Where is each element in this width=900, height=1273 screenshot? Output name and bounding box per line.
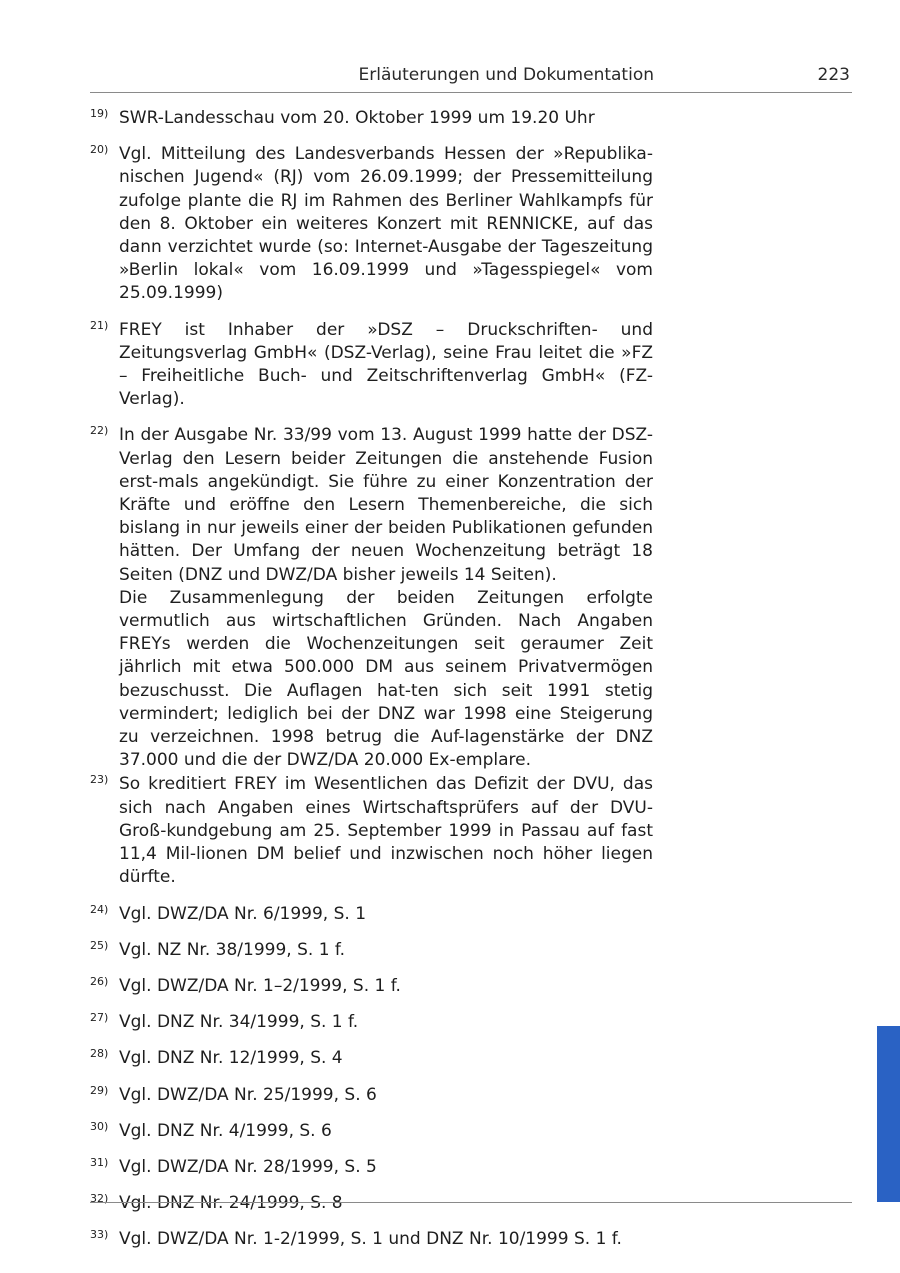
endnote-number: 26)	[90, 974, 109, 988]
endnote-text: Vgl. DWZ/DA Nr. 6/1999, S. 1	[119, 903, 367, 924]
endnote-number: 22)	[90, 424, 109, 438]
endnote-number: 25)	[90, 938, 109, 952]
endnote-number: 20)	[90, 143, 109, 157]
endnote-text: Vgl. DWZ/DA Nr. 25/1999, S. 6	[119, 1084, 377, 1105]
page-number: 223	[817, 65, 850, 85]
endnote-text: Vgl. DNZ Nr. 34/1999, S. 1 f.	[119, 1012, 359, 1033]
running-title: Erläuterungen und Dokumentation	[358, 65, 654, 85]
endnote-number: 21)	[90, 318, 109, 332]
endnote-27	[90, 1011, 653, 1034]
endnote-25	[90, 939, 653, 962]
endnote-31	[90, 1156, 653, 1179]
endnote-text: Vgl. Mitteilung des Landesverbands Hessen der »Republika-nischen Jugend« (RJ) vom 26.09.1999; der Pressemitteilung zufolge plante die RJ im Rahmen des Berliner Wahlkampfs für den 8. Oktober ein weiteres Konzert mit RENNICKE, auf das dann verzichtet wurde (so: Internet-Ausgabe der Tageszeitung »Berlin lokal« vom 16.09.1999 und »Tagesspiegel« vom 25.09.1999)	[119, 144, 653, 304]
chapter-side-tab	[877, 1026, 900, 1202]
endnote-text: Die Zusammenlegung der beiden Zeitungen erfolgte vermutlich aus wirtschaftlichen Gründen. Nach Angaben FREYs werden die Wochenzeitungen seit geraumer Zeit jährlich mit etwa 500.000 DM aus seinem Privatvermögen bezuschusst. Die Auflagen hat-ten sich seit 1991 stetig vermindert; lediglich bei der DNZ war 1998 eine Steigerung zu verzeichnen. 1998 betrug die Auf-lagenstärke der DNZ 37.000 und die der DWZ/DA 20.000 Ex-emplare.	[119, 587, 653, 771]
endnote-number: 29)	[90, 1083, 109, 1097]
endnote-number: 28)	[90, 1047, 109, 1061]
endnote-text: So kreditiert FREY im Wesentlichen das Defizit der DVU, das sich nach Angaben eines Wirtschaftsprüfers auf der DVU-Groß-kundgebung am 25. September 1999 in Passau auf fast 11,4 Mil-lionen DM belief und inzwischen noch höher liegen dürfte.	[119, 774, 653, 888]
endnote-29	[90, 1084, 653, 1107]
endnote-number: 32)	[90, 1192, 109, 1206]
endnote-text: Vgl. DWZ/DA Nr. 1-2/1999, S. 1 und DNZ Nr. 10/1999 S. 1 f.	[119, 1229, 622, 1250]
endnote-number: 30)	[90, 1119, 109, 1133]
endnote-number: 27)	[90, 1011, 109, 1025]
endnote-33	[90, 1228, 653, 1251]
endnote-number: 31)	[90, 1155, 109, 1169]
endnote-text: Vgl. NZ Nr. 38/1999, S. 1 f.	[119, 939, 346, 960]
endnote-text: Vgl. DNZ Nr. 12/1999, S. 4	[119, 1048, 343, 1069]
endnote-number: 19)	[90, 107, 109, 120]
endnote-text: FREY ist Inhaber der »DSZ – Druckschriften- und Zeitungsverlag GmbH« (DSZ-Verlag), seine Frau leitet die »FZ – Freiheitliche Buch- und Zeitschriftenverlag GmbH« (FZ-Verlag).	[119, 319, 653, 410]
endnote-19	[90, 107, 653, 130]
endnote-text: Vgl. DWZ/DA Nr. 28/1999, S. 5	[119, 1156, 377, 1177]
endnote-21	[90, 319, 653, 412]
endnote-text: In der Ausgabe Nr. 33/99 vom 13. August 1999 hatte der DSZ-Verlag den Lesern beider Zeitungen die anstehende Fusion erst-mals angekündigt. Sie führe zu einer Konzentration der Kräfte und eröffne den Lesern Themenbereiche, die sich bislang in nur jeweils einer der beiden Publikationen gefunden hätten. Der Umfang der neuen Wochenzeitung beträgt 18 Seiten (DNZ und DWZ/DA bisher jeweils 14 Seiten).	[119, 425, 653, 585]
endnote-text: Vgl. DWZ/DA Nr. 1–2/1999, S. 1 f.	[119, 975, 401, 996]
endnote-text: SWR-Landesschau vom 20. Oktober 1999 um 19.20 Uhr	[119, 108, 595, 128]
endnote-text: Vgl. DNZ Nr. 4/1999, S. 6	[119, 1120, 332, 1141]
endnote-32	[90, 1192, 653, 1215]
endnote-number: 24)	[90, 902, 109, 916]
endnotes-list	[90, 107, 653, 1265]
endnote-22	[90, 424, 653, 772]
endnote-23	[90, 773, 653, 889]
endnote-number: 33)	[90, 1228, 109, 1242]
running-header	[90, 62, 852, 93]
footer-rule	[90, 1202, 852, 1203]
endnote-28	[90, 1047, 653, 1070]
endnote-number: 23)	[90, 773, 109, 787]
endnote-30	[90, 1120, 653, 1143]
endnote-24	[90, 903, 653, 926]
endnote-text: Vgl. DNZ Nr. 24/1999, S. 8	[119, 1193, 343, 1214]
endnote-26	[90, 975, 653, 998]
endnote-20	[90, 143, 653, 305]
